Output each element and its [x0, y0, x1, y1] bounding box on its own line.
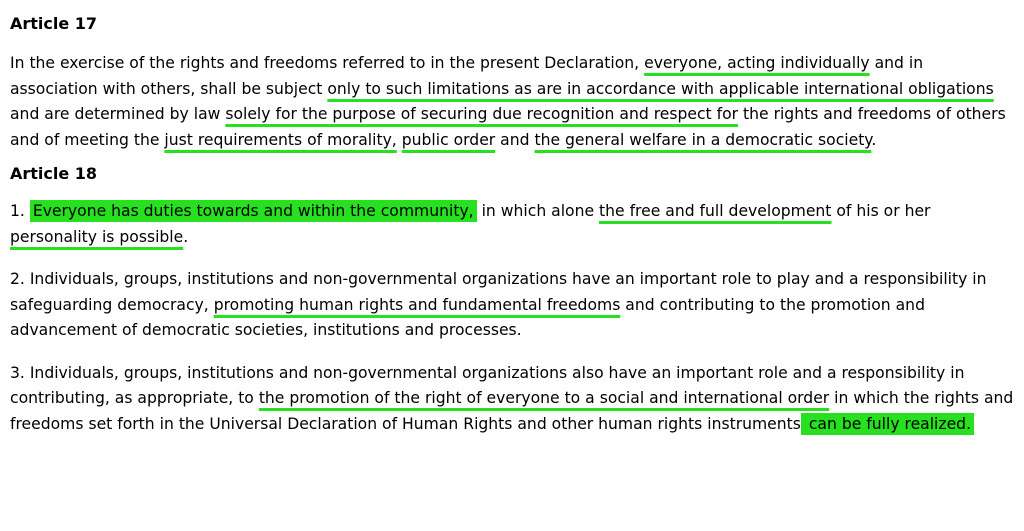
- underlined-phrase: promoting human rights and fundamental freedoms: [213, 295, 621, 314]
- article-18-paragraph-2: [10, 267, 1014, 344]
- text-segment: In the exercise of the rights and freedoms referred to in the present Declaration,: [10, 54, 645, 72]
- underlined-phrase: only to such limitations as are in accordance with applicable international obligations: [327, 79, 994, 98]
- underlined-phrase: the general welfare in a democratic society: [534, 130, 872, 149]
- underlined-phrase: solely for the purpose of securing due recognition and respect for: [225, 105, 739, 123]
- text-segment: .: [183, 227, 189, 246]
- underlined-phrase: the free and full development: [599, 202, 832, 220]
- highlighted-phrase: can be fully realized.: [801, 413, 974, 435]
- article-18-paragraph-3: [10, 361, 1014, 438]
- text-segment: 1.: [10, 202, 30, 220]
- underlined-phrase: public order: [401, 130, 496, 149]
- article-17-paragraph: [10, 51, 1014, 153]
- text-segment: 3. Individuals, groups, institutions and non-governmental organizations also have an important role and a responsibility in contributing, as appropriate, to: [10, 363, 965, 407]
- text-segment: and in association with others, shall be subject: [10, 54, 924, 98]
- text-segment: in which the rights and freedoms set forth in the Universal Declaration of Human Rights and other human rights instruments: [10, 389, 1014, 433]
- underlined-phrase: just requirements of morality,: [164, 130, 397, 149]
- text-segment: .: [871, 130, 877, 149]
- text-segment: and contributing to the promotion and advancement of democratic societies, institutions and processes.: [10, 295, 925, 339]
- article-18-heading: Article 18: [10, 164, 98, 183]
- underlined-phrase: the promotion of the right of everyone to a social and international order: [258, 389, 830, 407]
- article-18-paragraph-1: [10, 199, 1014, 250]
- text-segment: of his or her: [831, 202, 931, 220]
- underlined-phrase: personality is possible: [10, 227, 184, 246]
- text-segment: the rights and freedoms of others and of meeting the: [10, 105, 1006, 149]
- text-segment: and are determined by law: [10, 105, 226, 123]
- highlighted-phrase: Everyone has duties towards and within the community,: [30, 200, 477, 222]
- underlined-phrase: everyone, acting individually: [644, 54, 870, 72]
- article-17-heading: Article 17: [10, 14, 98, 33]
- text-segment: and: [495, 130, 535, 149]
- text-segment: 2. Individuals, groups, institutions and non-governmental organizations have an important role to play and a responsibility in safeguarding democracy,: [10, 270, 987, 314]
- text-segment: in which alone: [476, 202, 600, 220]
